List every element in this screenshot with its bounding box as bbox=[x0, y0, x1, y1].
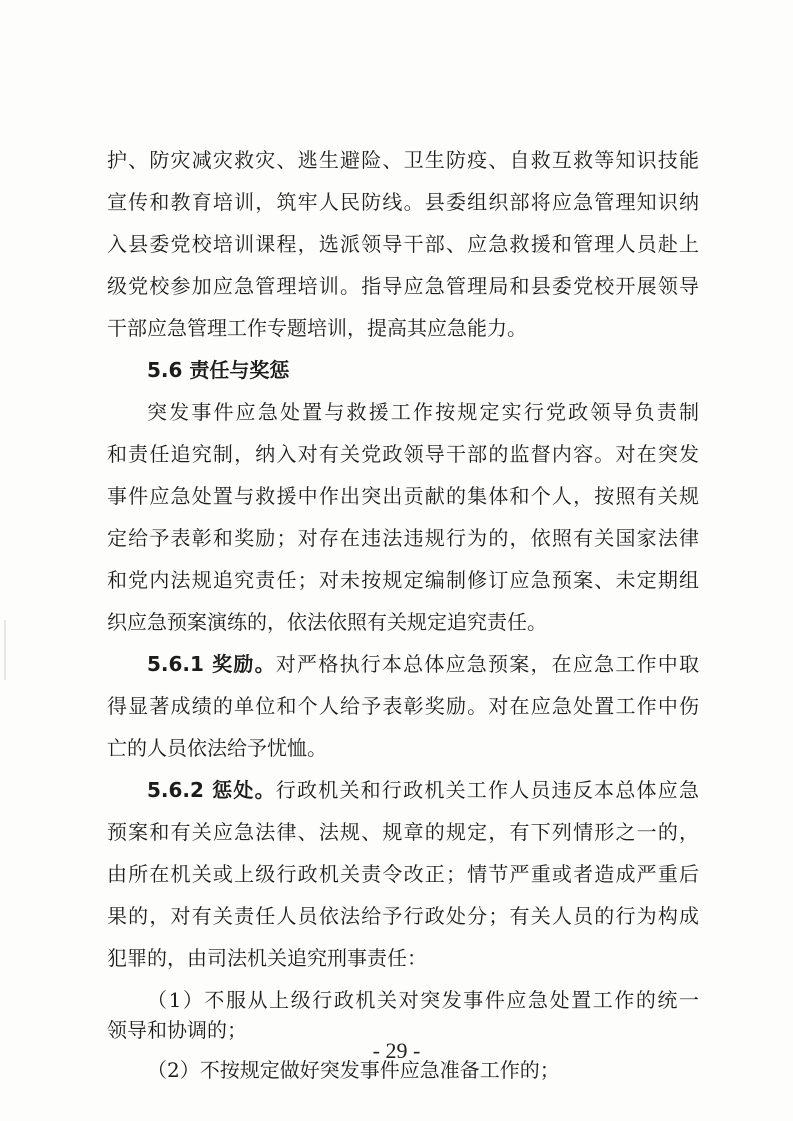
paragraph-line: 宣传和教育培训，筑牢人民防线。县委组织部将应急管理知识纳 bbox=[107, 190, 699, 214]
paragraph-line: 由所在机关或上级行政机关责令改正；情节严重或者造成严重后 bbox=[107, 862, 699, 886]
paragraph-line: 事件应急处置与救援中作出突出贡献的集体和个人，按照有关规 bbox=[107, 484, 699, 508]
subsection-first-line bbox=[147, 776, 699, 804]
list-item-line: 领导和协调的； bbox=[107, 1018, 247, 1042]
paragraph-line: 干部应急管理工作专题培训，提高其应急能力。 bbox=[107, 316, 527, 340]
paragraph-line: 预案和有关应急法律、法规、规章的规定，有下列情形之一的， bbox=[107, 820, 699, 844]
subsection-first-line bbox=[147, 650, 699, 678]
paragraph-text: 对严格执行本总体应急预案，在应急工作中取 bbox=[275, 652, 700, 676]
list-item-line: （1）不服从上级行政机关对突发事件应急处置工作的统一 bbox=[147, 988, 699, 1012]
subsection-heading: 5.6.1 奖励。 bbox=[147, 652, 276, 676]
paragraph-line: 得显著成绩的单位和个人给予表彰奖励。对在应急处置工作中伤 bbox=[107, 694, 699, 718]
paragraph-text: 行政机关和行政机关工作人员违反本总体应急 bbox=[275, 778, 700, 802]
subsection-heading: 5.6.2 惩处。 bbox=[147, 778, 276, 802]
list-item-line: （2）不按规定做好突发事件应急准备工作的； bbox=[147, 1058, 560, 1082]
scan-edge-mark bbox=[4, 620, 6, 680]
paragraph-line: 犯罪的，由司法机关追究刑事责任： bbox=[107, 946, 427, 970]
paragraph-line: 护、防灾减灾救灾、逃生避险、卫生防疫、自救互救等知识技能 bbox=[107, 148, 699, 172]
section-heading: 5.6 责任与奖惩 bbox=[147, 358, 290, 382]
paragraph-line: 亡的人员依法给予忧恤。 bbox=[107, 736, 327, 760]
paragraph-line: 突发事件应急处置与救援工作按规定实行党政领导负责制 bbox=[147, 400, 699, 424]
paragraph-line: 和党内法规追究责任；对未按规定编制修订应急预案、未定期组 bbox=[107, 568, 699, 592]
paragraph-line: 和责任追究制，纳入对有关党政领导干部的监督内容。对在突发 bbox=[107, 442, 699, 466]
paragraph-line: 级党校参加应急管理培训。指导应急管理局和县委党校开展领导 bbox=[107, 274, 699, 298]
page-number: - 29 - bbox=[372, 1038, 421, 1063]
paragraph-line: 果的，对有关责任人员依法给予行政处分；有关人员的行为构成 bbox=[107, 904, 699, 928]
paragraph-line: 织应急预案演练的，依法依照有关规定追究责任。 bbox=[107, 610, 547, 634]
paragraph-line: 入县委党校培训课程，选派领导干部、应急救援和管理人员赴上 bbox=[107, 232, 699, 256]
paragraph-line: 定给予表彰和奖励；对存在违法违规行为的，依照有关国家法律 bbox=[107, 526, 699, 550]
